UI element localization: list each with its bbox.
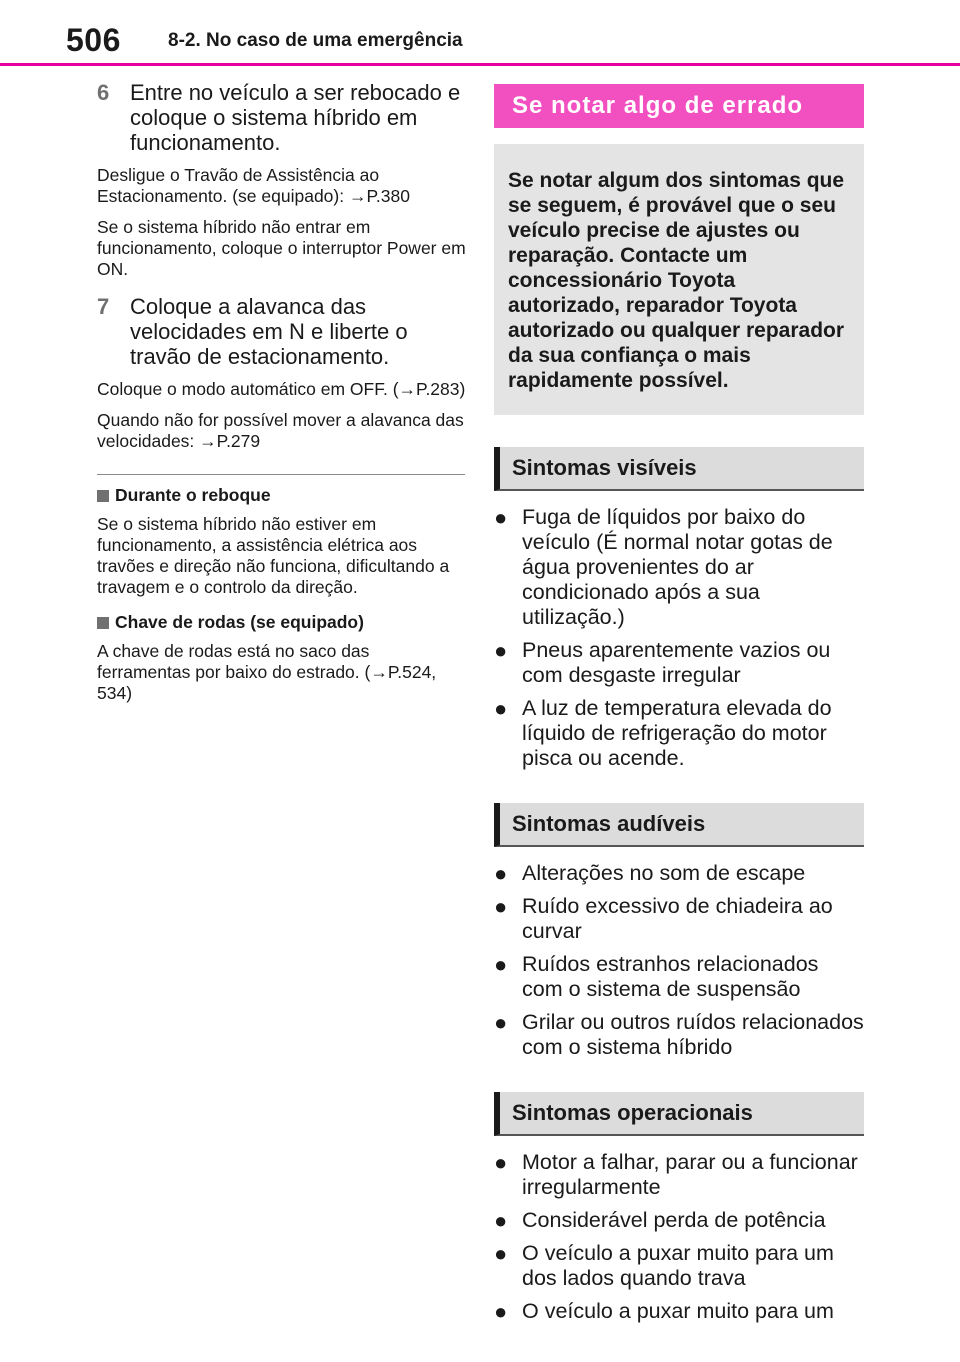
step-7 xyxy=(97,294,467,369)
square-bullet-icon xyxy=(97,617,109,629)
alert-box-title: Se notar algo de errado xyxy=(494,84,864,128)
bullet-icon: ● xyxy=(494,1150,508,1175)
bullet-icon: ● xyxy=(494,1241,508,1266)
step-number: 6 xyxy=(97,80,110,105)
section-divider xyxy=(97,474,465,475)
list-item: ● A luz de temperatura elevada do líquido de refrigeração do motor pisca ou acende. xyxy=(494,696,832,770)
bullet-icon: ● xyxy=(494,1299,508,1324)
list-item: ● Fuga de líquidos por baixo do veículo (É normal notar gotas de água provenientes do ar condicionado após a sua utilização.) xyxy=(494,505,833,629)
audible-symptoms-list xyxy=(494,861,864,1060)
section-title: 8-2. No caso de uma emergência xyxy=(168,30,463,51)
step-note: Se o sistema híbrido não entrar em funcionamento, coloque o interruptor Power em ON. xyxy=(97,217,466,279)
list-item: ● Pneus aparentemente vazios ou com desgaste irregular xyxy=(494,638,831,687)
wrench-heading xyxy=(97,612,467,633)
bullet-icon: ● xyxy=(494,505,508,530)
step-text: Entre no veículo a ser rebocado e coloque o sistema híbrido em funcionamento. xyxy=(130,80,461,155)
bullet-icon: ● xyxy=(494,894,508,919)
visible-symptoms-heading: Sintomas visíveis xyxy=(494,447,864,491)
list-item: ● Motor a falhar, parar ou a funcionar irregularmente xyxy=(494,1150,858,1199)
towing-text: Se o sistema híbrido não estiver em funcionamento, a assistência elétrica aos travões e direção não funciona, dificultando a travagem e o controlo da direção. xyxy=(97,514,450,597)
list-item: ● Ruído excessivo de chiadeira ao curvar xyxy=(494,894,833,943)
alert-box-body: Se notar algum dos sintomas que se seguem, é provável que o seu veículo precise de ajustes ou reparação. Contacte um concessionário Toyota autorizado, reparador Toyota autorizado ou qualquer reparador da sua confiança o mais rapidamente possível. xyxy=(494,144,864,415)
wrench-title: Chave de rodas (se equipado) xyxy=(115,612,364,632)
step-number: 7 xyxy=(97,294,110,319)
bullet-icon: ● xyxy=(494,952,508,977)
step-note: Coloque o modo automático em OFF. (→P.283) xyxy=(97,379,466,399)
page-header xyxy=(0,0,960,70)
step-6 xyxy=(97,80,467,155)
list-item: ● Ruídos estranhos relacionados com o sistema de suspensão xyxy=(494,952,819,1001)
square-bullet-icon xyxy=(97,490,109,502)
operational-symptoms-list xyxy=(494,1150,864,1324)
list-item: ● O veículo a puxar muito para um dos lados quando trava xyxy=(494,1241,834,1290)
right-column xyxy=(494,84,864,1332)
list-item: ● Alterações no som de escape xyxy=(494,861,806,886)
step-text: Coloque a alavanca das velocidades em N e liberte o travão de estacionamento. xyxy=(130,294,408,369)
step-note: Quando não for possível mover a alavanca das velocidades: →P.279 xyxy=(97,410,464,451)
wrench-text: A chave de rodas está no saco das ferramentas por baixo do estrado. (→P.524, 534) xyxy=(97,641,437,703)
audible-symptoms-heading: Sintomas audíveis xyxy=(494,803,864,847)
step-note: Desligue o Travão de Assistência ao Estacionamento. (se equipado): →P.380 xyxy=(97,165,410,206)
bullet-icon: ● xyxy=(494,1010,508,1035)
bullet-icon: ● xyxy=(494,638,508,663)
list-item: ● O veículo a puxar muito para um xyxy=(494,1299,834,1324)
bullet-icon: ● xyxy=(494,696,508,721)
page-number: 506 xyxy=(66,22,121,58)
bullet-icon: ● xyxy=(494,1208,508,1233)
bullet-icon: ● xyxy=(494,861,508,886)
operational-symptoms-heading: Sintomas operacionais xyxy=(494,1092,864,1136)
header-rule xyxy=(0,63,960,66)
towing-heading xyxy=(97,485,467,506)
list-item: ● Grilar ou outros ruídos relacionados com o sistema híbrido xyxy=(494,1010,864,1059)
left-column xyxy=(97,80,467,704)
list-item: ● Considerável perda de potência xyxy=(494,1208,826,1233)
towing-title: Durante o reboque xyxy=(115,485,271,505)
visible-symptoms-list xyxy=(494,505,864,771)
